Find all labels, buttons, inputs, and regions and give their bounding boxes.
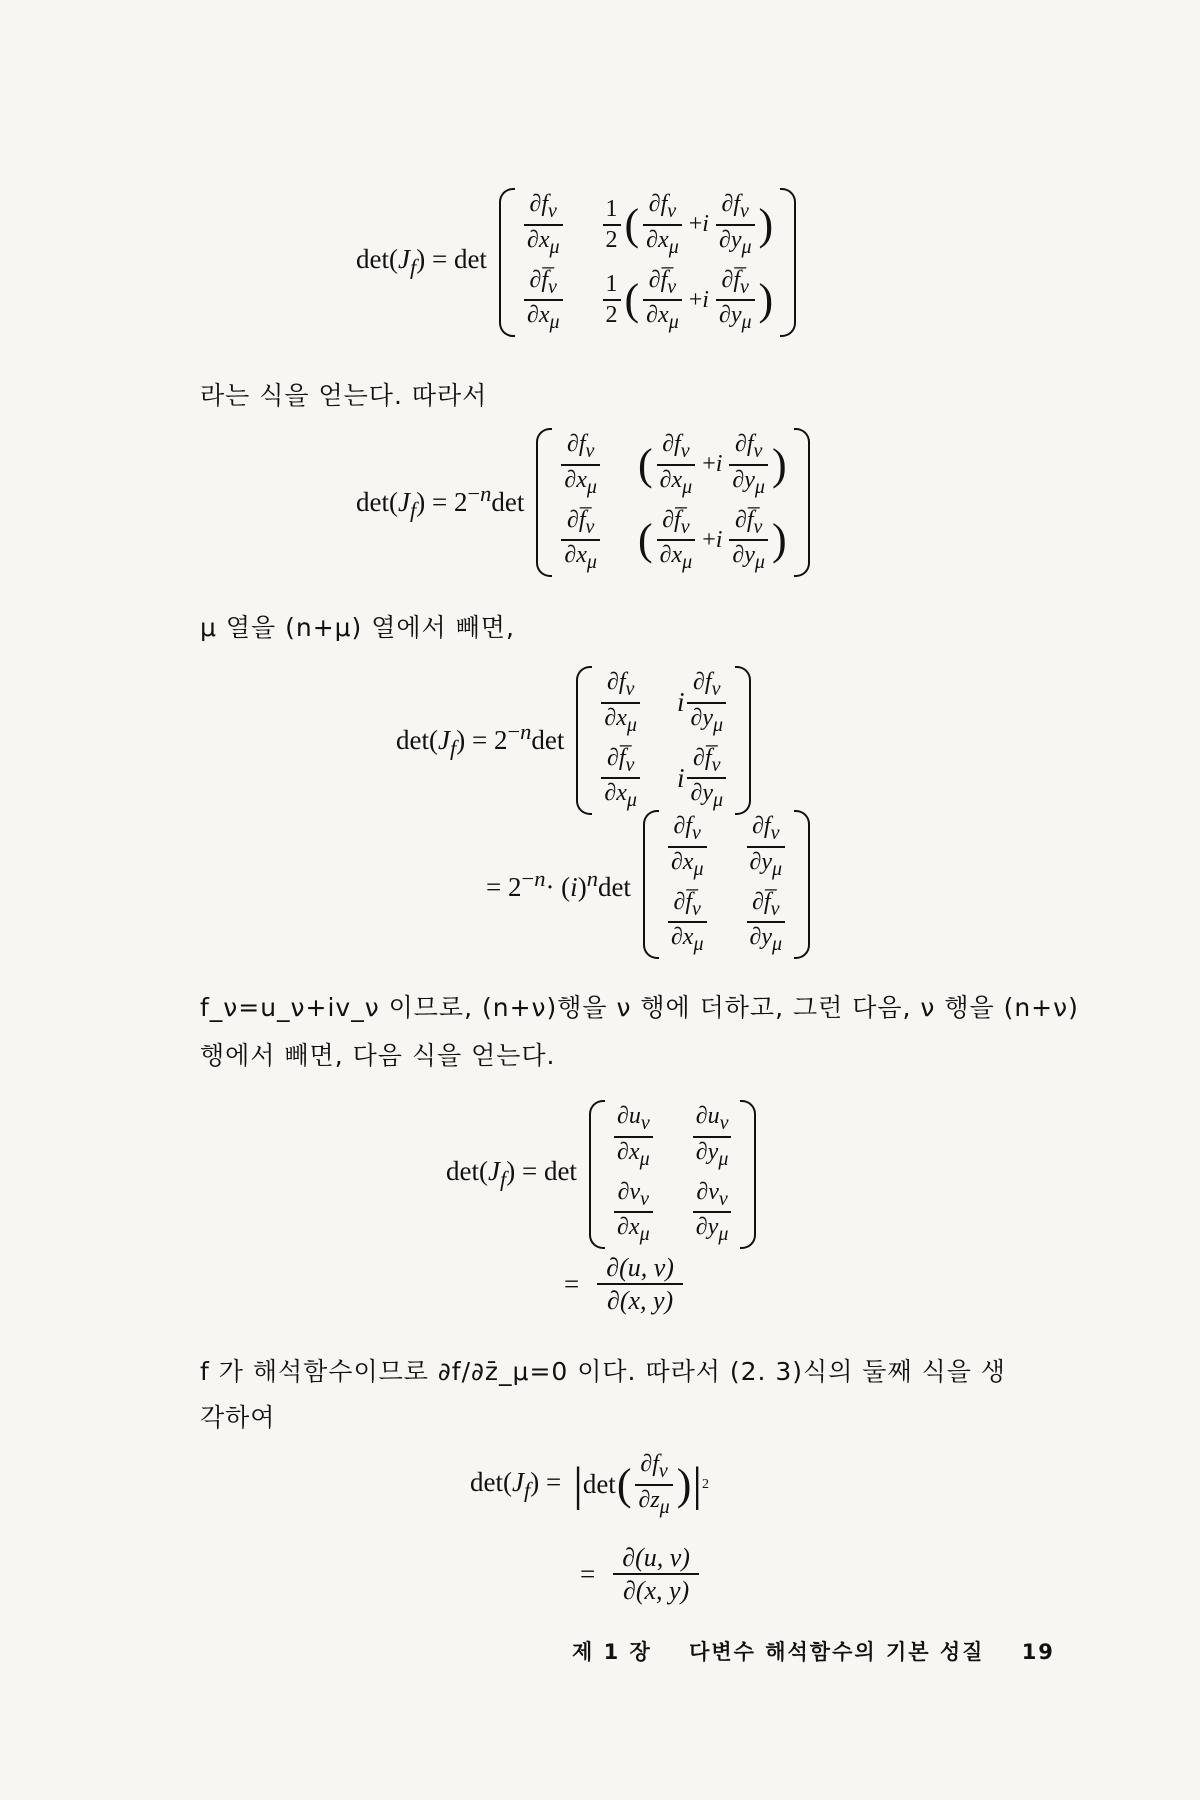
equation-6: = $\frac{\partial(u, v)}{\partial(x, y)}$ [550,1252,687,1317]
equation-8: = $\frac{\partial(u, v)}{\partial(x, y)}$ [566,1542,703,1607]
text-line-2: μ 열을 (n+μ) 열에서 빼면, [200,613,515,642]
eq1-matrix: $\frac{\partial f_\nu}{\partial x_\mu}$ $\frac{1}{2}$ ( $\frac{\partial f_\nu}{\partial x_\mu}$ +i $\frac{\partial f_\nu}{\partial y_\mu}$ ) $\frac{\partial f̅_\nu}{\partial x_\mu}$ $\frac{1}{2}$ ( $\frac{\partial f̅_\nu}{\partial x_\mu}$ +i $\frac{\partial f̅_\nu}{\partial y_\mu}$ ) [499,188,796,337]
equation-3 [396,666,751,815]
equation-5 [446,1100,756,1249]
eq3-matrix: $\frac{\partial f_\nu}{\partial x_\mu}$ i $\frac{\partial f_\nu}{\partial y_\mu}$ $\frac{\partial f̅_\nu}{\partial x_\mu}$ i $\frac{\partial f̅_\nu}{\partial y_\mu}$ [576,666,751,815]
eq5-lhs: $\det(J_f) = \det$ [446,1156,577,1192]
footer-page-number: 19 [1021,1640,1055,1664]
equation-4 [486,810,810,959]
equation-2 [356,428,810,577]
footer-title: 다변수 해석함수의 기본 성질 [689,1640,985,1664]
equation-1 [356,188,796,337]
eq2-matrix: $\frac{\partial f_\nu}{\partial x_\mu}$ ( $\frac{\partial f_\nu}{\partial x_\mu}$ +i $\frac{\partial f_\nu}{\partial y_\mu}$ ) $\frac{\partial f̅_\nu}{\partial x_\mu}$ ( $\frac{\partial f̅_\nu}{\partial x_\mu}$ +i $\frac{\partial f̅_\nu}{\partial y_\mu}$ ) [536,428,809,577]
text-line-5: f 가 해석함수이므로 ∂f/∂z̄_μ=0 이다. 따라서 (2. 3)식의 둘째 식을 생 [200,1357,1006,1386]
footer-chapter: 제 1 장 [572,1640,652,1664]
text-line-4: 행에서 빼면, 다음 식을 얻는다. [200,1041,556,1070]
text-line-3: f_ν=u_ν+iv_ν 이므로, (n+ν)행을 ν 행에 더하고, 그런 다음, ν 행을 (n+ν) [200,993,1079,1022]
equation-7: $\det(J_f)$ = | det ( $\frac{\partial f_\nu}{\partial z_\mu}$ ) | 2 [470,1451,709,1518]
text-line-1: 라는 식을 얻는다. 따라서 [200,381,488,410]
text-line-6: 각하여 [200,1403,276,1432]
eq5-matrix: $\frac{\partial u_\nu}{\partial x_\mu}$ $\frac{\partial u_\nu}{\partial y_\mu}$ $\frac{\partial v_\nu}{\partial x_\mu}$ $\frac{\partial v_\nu}{\partial y_\mu}$ [589,1100,757,1249]
eq1-lhs: $\det(J_f) = \det$ [356,244,487,280]
eq4-matrix: $\frac{\partial f_\nu}{\partial x_\mu}$ $\frac{\partial f_\nu}{\partial y_\mu}$ $\frac{\partial f̅_\nu}{\partial x_\mu}$ $\frac{\partial f̅_\nu}{\partial y_\mu}$ [643,810,810,959]
eq2-lhs: $\det(J_f) = 2^{-n}\det$ [356,481,525,523]
eq7-lhs: $\det(J_f)$ = [470,1466,562,1502]
eq4-lhs: = $2^{-n}\cdot (i)^n\det$ [486,866,631,903]
page-footer [572,1636,1055,1666]
eq3-lhs: $\det(J_f) = 2^{-n}\det$ [396,719,565,761]
